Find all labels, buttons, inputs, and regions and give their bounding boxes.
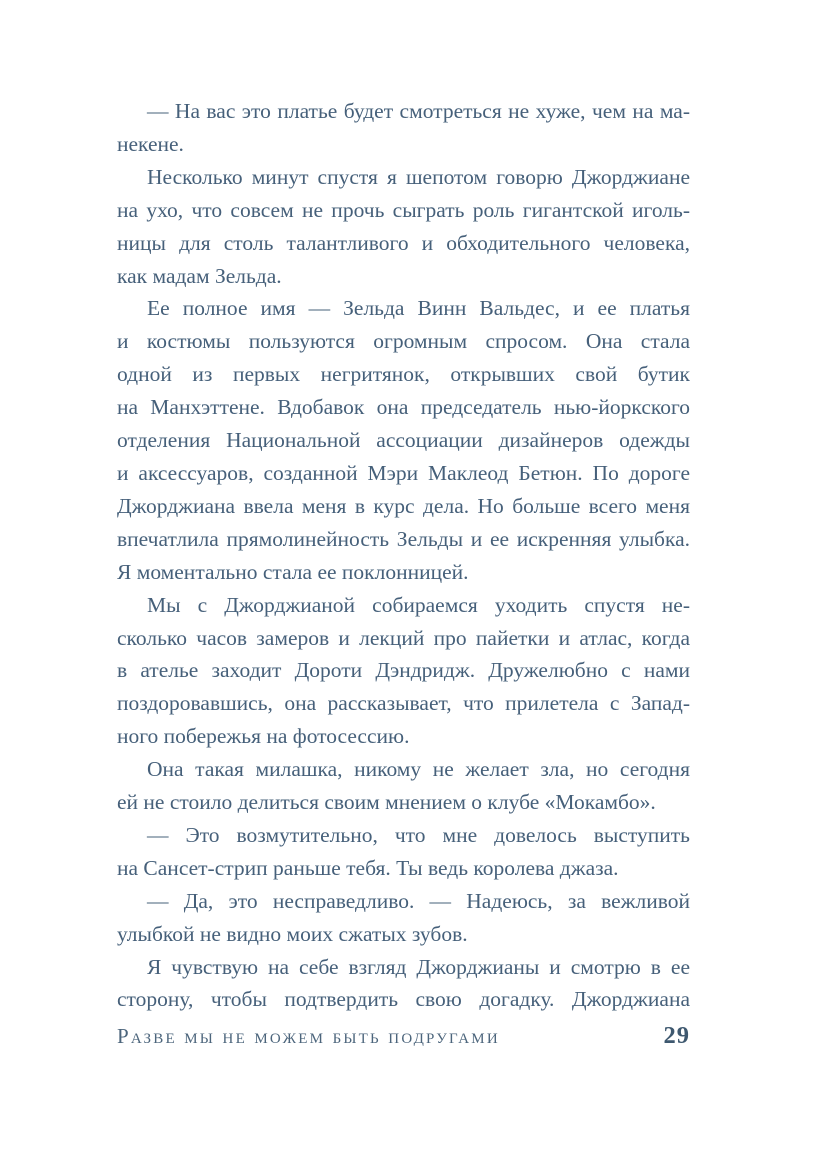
text-line: — На вас это платье будет смотреться не хуже, чем на ма- — [147, 99, 690, 123]
text-line: впечатлила прямолинейность Зельды и ее искренняя улыбка. — [117, 526, 690, 551]
text-line: в ателье заходит Дороти Дэндридж. Дружелюбно с нами — [117, 658, 690, 683]
text-line: на ухо, что совсем не прочь сыграть роль гигантской иголь- — [117, 197, 690, 222]
page-footer — [117, 1022, 690, 1050]
text-line: на Манхэттене. Вдобавок она председатель нью-йоркского — [117, 395, 690, 420]
text-line: на Сансет-стрип раньше тебя. Ты ведь королева джаза. — [117, 855, 619, 880]
page-number: 29 — [663, 1022, 690, 1049]
text-line: Она такая милашка, никому не желает зла, но сегодня — [147, 757, 690, 782]
running-title: Разве мы не можем быть подругами — [117, 1024, 500, 1048]
text-line: Несколько минут спустя я шепотом говорю Джорджиане — [147, 164, 690, 189]
text-line: Я чувствую на себе взгляд Джорджианы и смотрю в ее — [147, 954, 690, 979]
text-line: как мадам Зельда. — [117, 263, 282, 288]
text-column — [117, 95, 690, 1016]
text-line: ницы для столь талантливого и обходительного человека, — [117, 230, 690, 255]
text-line: Ее полное имя — Зельда Винн Вальдес, и ее платья — [147, 296, 690, 321]
text-line: — Да, это несправедливо. — Надеюсь, за вежливой — [147, 888, 690, 913]
text-line: сторону, чтобы подтвердить свою догадку. Джорджиана — [117, 987, 690, 1012]
text-line: отделения Национальной ассоциации дизайнеров одежды — [117, 428, 690, 453]
text-line: одной из первых негритянок, открывших свой бутик — [117, 362, 690, 387]
text-line: поздоровавшись, она рассказывает, что прилетела с Запад- — [117, 691, 690, 716]
text-line: и аксессуаров, созданной Мэри Маклеод Бетюн. По дороге — [117, 460, 690, 485]
text-line: улыбкой не видно моих сжатых зубов. — [117, 921, 468, 946]
text-line: Я моментально стала ее поклонницей. — [117, 559, 469, 584]
text-line: ного побережья на фотосессию. — [117, 724, 410, 749]
text-line: сколько часов замеров и лекций про пайетки и атлас, когда — [117, 625, 690, 650]
text-line: Джорджиана ввела меня в курс дела. Но больше всего меня — [117, 493, 690, 518]
text-line: и костюмы пользуются огромным спросом. Она стала — [117, 329, 690, 354]
text-line: ей не стоило делиться своим мнением о клубе «Мокамбо». — [117, 790, 656, 815]
text-line: Мы с Джорджианой собираемся уходить спустя не- — [147, 592, 690, 617]
text-line: некене. — [117, 131, 184, 156]
text-line: — Это возмутительно, что мне довелось выступить — [147, 822, 690, 847]
